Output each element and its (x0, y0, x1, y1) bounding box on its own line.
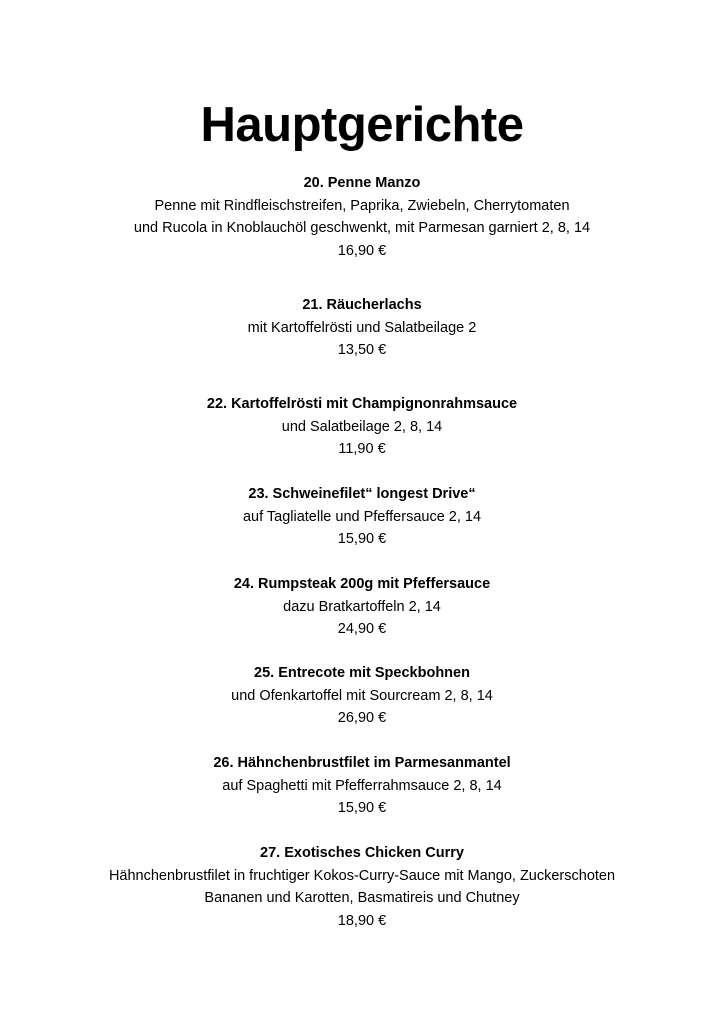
dish-23-schweinefilet (0, 483, 724, 551)
dish-description-line: und Rucola in Knoblauchöl geschwenkt, mit Parmesan garniert 2, 8, 14 (133, 220, 591, 236)
dish-price: 15,90 € (337, 531, 387, 547)
dish-name: 21. Räucherlachs (302, 297, 422, 313)
dish-24-rumpsteak (0, 573, 724, 641)
dish-description-line: und Ofenkartoffel mit Sourcream 2, 8, 14 (231, 687, 493, 704)
dish-description-line: Bananen und Karotten, Basmatireis und Chutney (204, 890, 520, 906)
dish-name: 23. Schweinefilet“ longest Drive“ (248, 486, 476, 502)
dish-price: 13,50 € (337, 342, 387, 358)
dish-price: 11,90 € (338, 441, 386, 457)
dish-22-kartoffelroesti (0, 393, 724, 461)
dish-26-haehnchenbrustfilet (0, 752, 724, 820)
dish-description-line: und Salatbeilage 2, 8, 14 (281, 418, 443, 435)
dish-name: 27. Exotisches Chicken Curry (260, 845, 464, 861)
dish-price: 26,90 € (337, 710, 387, 726)
page-title: Hauptgerichte (200, 98, 524, 152)
dish-description-line: auf Spaghetti mit Pfefferrahmsauce 2, 8, 14 (222, 777, 502, 794)
dish-description-line: Penne mit Rindfleischstreifen, Paprika, Zwiebeln, Cherrytomaten (154, 197, 570, 214)
dish-price: 18,90 € (337, 912, 387, 929)
dish-price: 24,90 € (337, 621, 387, 637)
dish-20-penne-manzo (0, 172, 724, 262)
dish-27-chicken-curry (0, 842, 724, 932)
dish-description-line: dazu Bratkartoffeln 2, 14 (283, 598, 441, 615)
dish-price: 16,90 € (337, 242, 387, 259)
dish-description-line: auf Tagliatelle und Pfeffersauce 2, 14 (242, 508, 482, 525)
dish-name: 24. Rumpsteak 200g mit Pfeffersauce (233, 576, 491, 592)
dish-name: 20. Penne Manzo (303, 175, 421, 191)
dish-name: 26. Hähnchenbrustfilet im Parmesanmantel (213, 755, 511, 771)
dish-21-raeucherlachs (0, 294, 724, 362)
dish-description-line: mit Kartoffelrösti und Salatbeilage 2 (247, 319, 477, 336)
dish-price: 15,90 € (337, 800, 387, 816)
dish-25-entrecote (0, 662, 724, 730)
dish-name: 25. Entrecote mit Speckbohnen (254, 665, 470, 681)
dish-description-line: Hähnchenbrustfilet in fruchtiger Kokos-Curry-Sauce mit Mango, Zuckerschoten (108, 867, 616, 884)
dish-name: 22. Kartoffelrösti mit Champignonrahmsauce (206, 396, 518, 412)
